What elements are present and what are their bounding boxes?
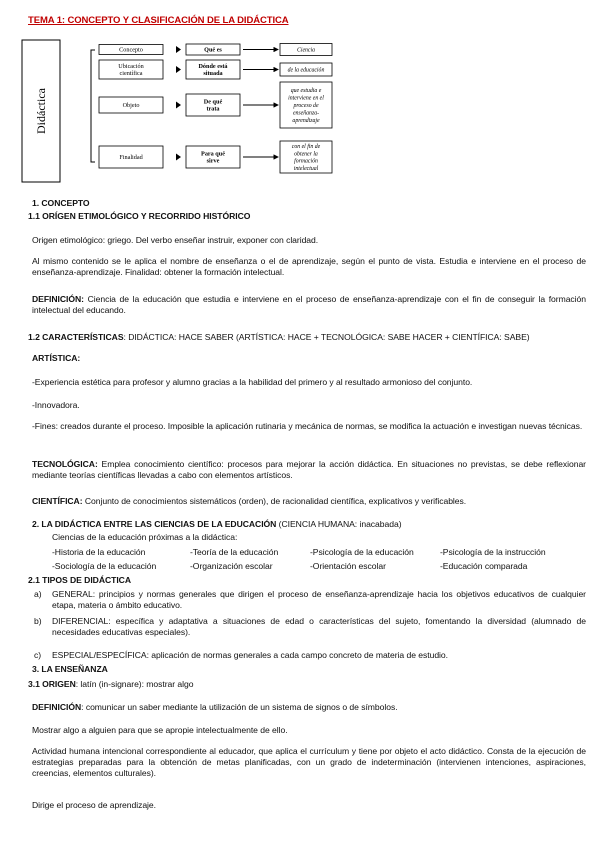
artistic-item-3: -Fines: creados durante el proceso. Imposible la aplicación rutinaria y mecánica de normas, se modifica la actuación e investigan nuevas técnicas. bbox=[32, 421, 583, 431]
scientific-label: CIENTÍFICA: bbox=[32, 496, 83, 506]
technological-text: Emplea conocimiento científico: procesos para mejorar la acción didáctica. En situaciones no previstas, se debe reflexionar mediante teorías científicas llevadas a cabo con elementos artísticos. bbox=[32, 459, 586, 480]
technological-label: TECNOLÓGICA: bbox=[32, 459, 98, 469]
diagram-right-label: obtener la bbox=[294, 151, 318, 158]
diagram-right-label: intelectual bbox=[293, 166, 319, 173]
origin-label: 3.1 ORIGEN bbox=[28, 679, 76, 689]
teaching-paragraph-3: Dirige el proceso de aprendizaje. bbox=[32, 800, 156, 810]
scientific-paragraph bbox=[32, 496, 466, 507]
related-science-7: -Orientación escolar bbox=[310, 561, 386, 571]
section-1-1-heading: 1.1 ORÍGEN ETIMOLÓGICO Y RECORRIDO HISTÓRICO bbox=[28, 211, 251, 221]
origin-text: : latín (in-signare): mostrar algo bbox=[75, 679, 194, 689]
section-2-heading-bold: 2. LA DIDÁCTICA ENTRE LAS CIENCIAS DE LA EDUCACIÓN bbox=[32, 519, 277, 529]
characteristics-label: 1.2 CARACTERÍSTICAS bbox=[28, 332, 124, 342]
type-a-marker: a) bbox=[34, 589, 42, 599]
diagram-right-label: formación bbox=[294, 158, 318, 165]
teaching-paragraph-2: Actividad humana intencional correspondiente al educador, que aplica el currículum y tiene por objeto el acto didáctico. Consta de la ejecución de estrategias preparadas para la obtención de metas planificadas, con un grado de indeterminación (intervienen intenciones, aspiraciones, creencias, elementos culturales). bbox=[32, 746, 586, 778]
artistic-item-1: -Experiencia estética para profesor y alumno gracias a la habilidad del primero y al resultado armonioso del conjunto. bbox=[32, 377, 473, 387]
concept-diagram bbox=[0, 0, 600, 200]
diagram-mid-label: trata bbox=[206, 105, 220, 113]
related-science-1: -Historia de la educación bbox=[52, 547, 146, 557]
origin-line bbox=[28, 679, 193, 690]
diagram-mid-label: De qué bbox=[203, 98, 223, 106]
section-3-heading: 3. LA ENSEÑANZA bbox=[32, 664, 108, 674]
related-science-2: -Teoría de la educación bbox=[190, 547, 279, 557]
diagram-pointer bbox=[176, 154, 181, 161]
etymology-paragraph: Origen etimológico: griego. Del verbo enseñar instruir, exponer con claridad. bbox=[32, 235, 319, 245]
diagram-main-label: Didáctica bbox=[34, 88, 48, 134]
related-science-6: -Organización escolar bbox=[190, 561, 273, 571]
teaching-paragraph-1: Mostrar algo a alguien para que se apropie intelectualmente de ello. bbox=[32, 725, 288, 735]
technological-paragraph bbox=[32, 459, 586, 481]
characteristics-line bbox=[28, 332, 530, 343]
teaching-definition-text: : comunicar un saber mediante la utilización de un sistema de signos o de símbolos. bbox=[81, 702, 398, 712]
type-c-marker: c) bbox=[34, 650, 42, 660]
diagram-right-label: proceso de bbox=[293, 103, 319, 110]
section-1-heading: 1. CONCEPTO bbox=[32, 198, 90, 208]
diagram-left-label: Ubicación bbox=[118, 63, 144, 71]
scientific-text: Conjunto de conocimientos sistemáticos (orden), de racionalidad científica, explicativos y verificables. bbox=[82, 496, 467, 506]
diagram-right-label: enseñanza- bbox=[292, 110, 320, 117]
diagram-right-label: de la educación bbox=[287, 67, 325, 74]
diagram-mid-label: Dónde está bbox=[198, 63, 228, 71]
diagram-pointer bbox=[176, 102, 181, 109]
diagram-left-label: Concepto bbox=[119, 46, 143, 54]
type-b-text: DIFERENCIAL: específica y adaptativa a situaciones de edad o características del sujeto, fomentando la diversidad (alumnado de necesidades educativas especiales). bbox=[52, 616, 586, 637]
diagram-mid-label: Qué es bbox=[204, 46, 222, 54]
diagram-mid-label: situada bbox=[203, 70, 223, 78]
diagram-right-label: Ciencia bbox=[296, 47, 316, 54]
type-c-text: ESPECIAL/ESPECÍFICA: aplicación de normas generales a cada campo concreto de materia de estudio. bbox=[52, 650, 448, 660]
concept-paragraph: Al mismo contenido se le aplica el nombre de enseñanza o el de aprendizaje, según el punto de vista. Estudia e interviene en el proceso de enseñanza-aprendizaje. Finalidad: obtener la formación intelectual. bbox=[32, 256, 586, 277]
related-sciences-intro: Ciencias de la educación próximas a la didáctica: bbox=[52, 532, 238, 542]
diagram-left-label: Finalidad bbox=[119, 154, 143, 162]
type-a-text: GENERAL: principios y normas generales que dirigen el proceso de enseñanza-aprendizaje hacia los objetivos educativos de cualquier etapa, materia o ámbito educativo. bbox=[52, 589, 586, 610]
related-science-3: -Psicología de la educación bbox=[310, 547, 414, 557]
section-2-heading-rest: (CIENCIA HUMANA: inacabada) bbox=[276, 519, 402, 529]
characteristics-text: : DIDÁCTICA: HACE SABER (ARTÍSTICA: HACE + TECNOLÓGICA: SABE HACER + CIENTÍFICA: SABE) bbox=[123, 332, 530, 342]
teaching-definition-label: DEFINICIÓN bbox=[32, 702, 82, 712]
definition-paragraph bbox=[32, 294, 586, 316]
section-2-heading bbox=[32, 519, 402, 530]
related-science-4: -Psicología de la instrucción bbox=[440, 547, 546, 557]
definition-label: DEFINICIÓN: bbox=[32, 294, 84, 304]
artistic-heading: ARTÍSTICA: bbox=[32, 353, 81, 363]
diagram-pointer bbox=[176, 66, 181, 73]
diagram-mid-label: sirve bbox=[206, 157, 220, 165]
definition-text: Ciencia de la educación que estudia e interviene en el proceso de enseñanza-aprendizaje con el fin de conseguir la formación intelectual del educando. bbox=[32, 294, 586, 315]
page-title: TEMA 1: CONCEPTO Y CLASIFICACIÓN DE LA DIDÁCTICA bbox=[28, 15, 289, 26]
diagram-right-label: con el fin de bbox=[291, 143, 321, 150]
section-2-1-heading: 2.1 TIPOS DE DIDÁCTICA bbox=[28, 575, 131, 585]
diagram-right-label: aprendizaje bbox=[292, 117, 320, 124]
related-science-8: -Educación comparada bbox=[440, 561, 528, 571]
teaching-definition bbox=[32, 702, 398, 713]
artistic-item-2: -Innovadora. bbox=[32, 400, 80, 410]
diagram-left-label: Objeto bbox=[122, 102, 140, 110]
diagram-left-label: científica bbox=[119, 70, 143, 78]
related-science-5: -Sociología de la educación bbox=[52, 561, 157, 571]
diagram-mid-label: Para qué bbox=[201, 150, 225, 158]
type-b-marker: b) bbox=[34, 616, 42, 626]
diagram-right-label: que estudia e bbox=[290, 88, 322, 95]
diagram-right-label: interviene en el bbox=[288, 95, 324, 102]
diagram-pointer bbox=[176, 46, 181, 53]
diagram-bracket bbox=[91, 50, 95, 162]
